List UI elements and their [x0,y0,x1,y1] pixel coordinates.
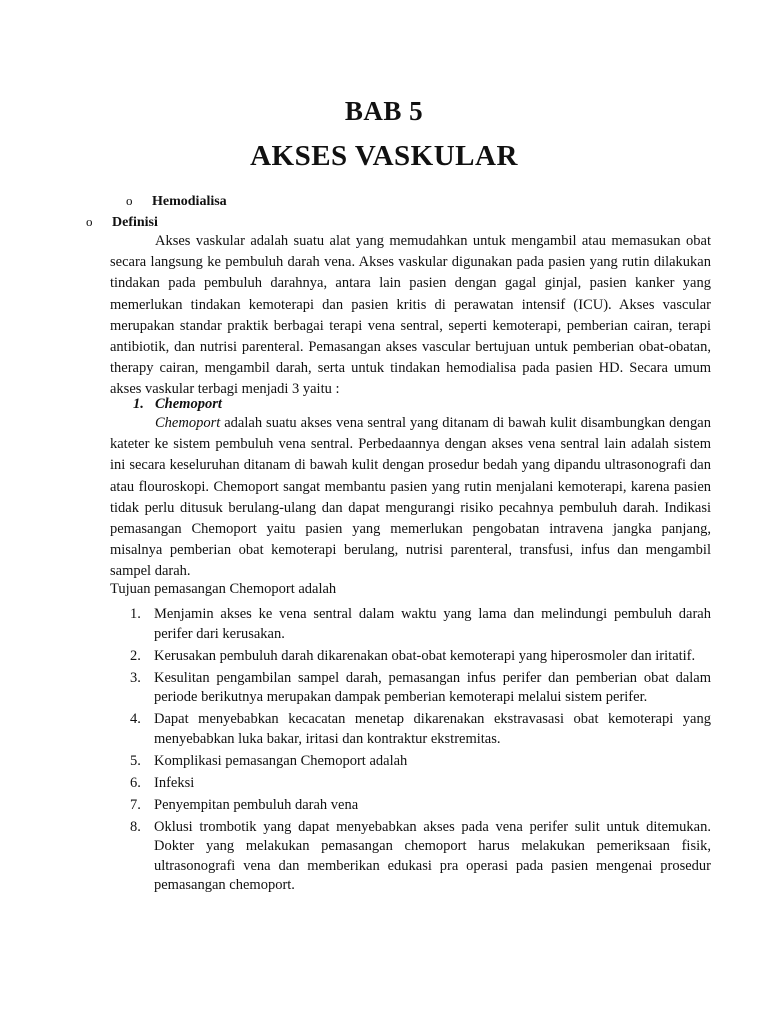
list-item [130,796,711,816]
list-item-text: Penyempitan pembuluh darah vena [154,796,359,813]
list-item [130,774,711,794]
bullet-hemodialisa-label: Hemodialisa [152,194,227,209]
section-heading-chemoport [133,395,222,414]
list-item-number: 5. [130,752,141,769]
bullet-definisi [86,213,158,232]
chapter-title: AKSES VASKULAR [250,140,518,172]
list-item [130,818,711,896]
chemoport-paragraph-text: adalah suatu akses vena sentral yang ditanam di bawah kulit disambungkan dengan kateter ke sistem pembuluh vena sentral. Perbedaannya dengan akses vena sentral lain adalah sistem ini secara keseluruhan ditanam di bawah kulit dengan prosedur bedah yang dipandu ultrasonografi dan atau flouroskopi. Chemoport sangat membantu pasien yang rutin menjalani kemoterapi, karena pasien tidak perlu ditusuk berulang-ulang dan dapat mengurangi risiko pecahnya pembuluh darah. Indikasi pemasangan Chemoport yaitu pasien yang memerlukan pengobatan intravena jangka panjang, misalnya pemberian obat kemoterapi berulang, nutrisi parenteral, transfusi, infus dan mengambil sampel darah. [110,415,711,580]
chemoport-lead-term: Chemoport [155,415,221,431]
list-item-number: 2. [130,647,141,664]
bullet-circle-icon: o [86,214,93,229]
tujuan-heading: Tujuan pemasangan Chemoport adalah [110,581,337,597]
intro-paragraph-text: Akses vaskular adalah suatu alat yang memudahkan untuk mengambil atau memasukan obat secara langsung ke pembuluh darah vena. Akses vaskular digunakan pada pasien yang rutin dilakukan tindakan pada pembuluh darahnya, antara lain pasien dengan gagal ginjal, pasien kanker yang memerlukan tindakan kemoterapi dan pasien kritis di perawatan intensif (ICU). Akses vascular merupakan standar praktik berbagai terapi vena sentral, seperti kemoterapi, pemberian cairan, terapi antibiotik, dan nutrisi parenteral. Pemasangan akses vascular bertujuan untuk pemberian obat-obatan, therapy cairan, mengambil darah, serta untuk tindakan hemodialisa pada pasien HD. Secara umum akses vaskular terbagi menjadi 3 yaitu : [110,233,711,398]
list-item-text: Dapat menyebabkan kecacatan menetap dikarenakan ekstravasasi obat kemoterapi yang menyebabkan luka bakar, iritasi dan kontraktur ekstremitas. [154,711,711,747]
list-item-text: Komplikasi pemasangan Chemoport adalah [154,752,408,769]
list-item-text: Kerusakan pembuluh darah dikarenakan obat-obat kemoterapi yang hiperosmoler dan iritatif. [154,647,696,664]
list-item-number: 6. [130,774,141,791]
intro-paragraph [110,231,711,401]
list-item-number: 8. [130,818,141,835]
chapter-number: BAB 5 [344,96,424,126]
list-item-text: Menjamin akses ke vena sentral dalam waktu yang lama dan melindungi pembuluh darah perifer dari kerusakan. [154,606,711,642]
tujuan-list [130,605,711,898]
list-item [130,669,711,708]
list-item [130,605,711,644]
list-item-text: Oklusi trombotik yang dapat menyebabkan akses pada vena perifer sulit untuk ditemukan. Dokter yang melakukan pemasangan chemoport harus melakukan pemeriksaan fisik, ultrasonografi vena dan memberikan edukasi pra operasi pada pasien mengenai prosedur pemasangan chemoport. [154,818,711,893]
chemoport-paragraph [110,413,711,583]
bullet-definisi-label: Definisi [112,215,158,230]
list-item-number: 7. [130,796,141,813]
list-item [130,647,711,667]
bullet-circle-icon: o [126,193,133,208]
list-item [130,752,711,772]
section-title: Chemoport [155,396,222,412]
list-item [130,710,711,749]
list-item-text: Kesulitan pengambilan sampel darah, pemasangan infus perifer dan pemberian obat dalam periode berikutnya merupakan dampak pemberian kemoterapi melalui sistem perifer. [154,669,711,705]
list-item-number: 3. [130,669,141,686]
bullet-hemodialisa [126,192,227,211]
list-item-number: 4. [130,711,141,727]
section-number: 1. [133,396,144,412]
list-item-number: 1. [130,606,141,622]
list-item-text: Infeksi [154,774,195,791]
